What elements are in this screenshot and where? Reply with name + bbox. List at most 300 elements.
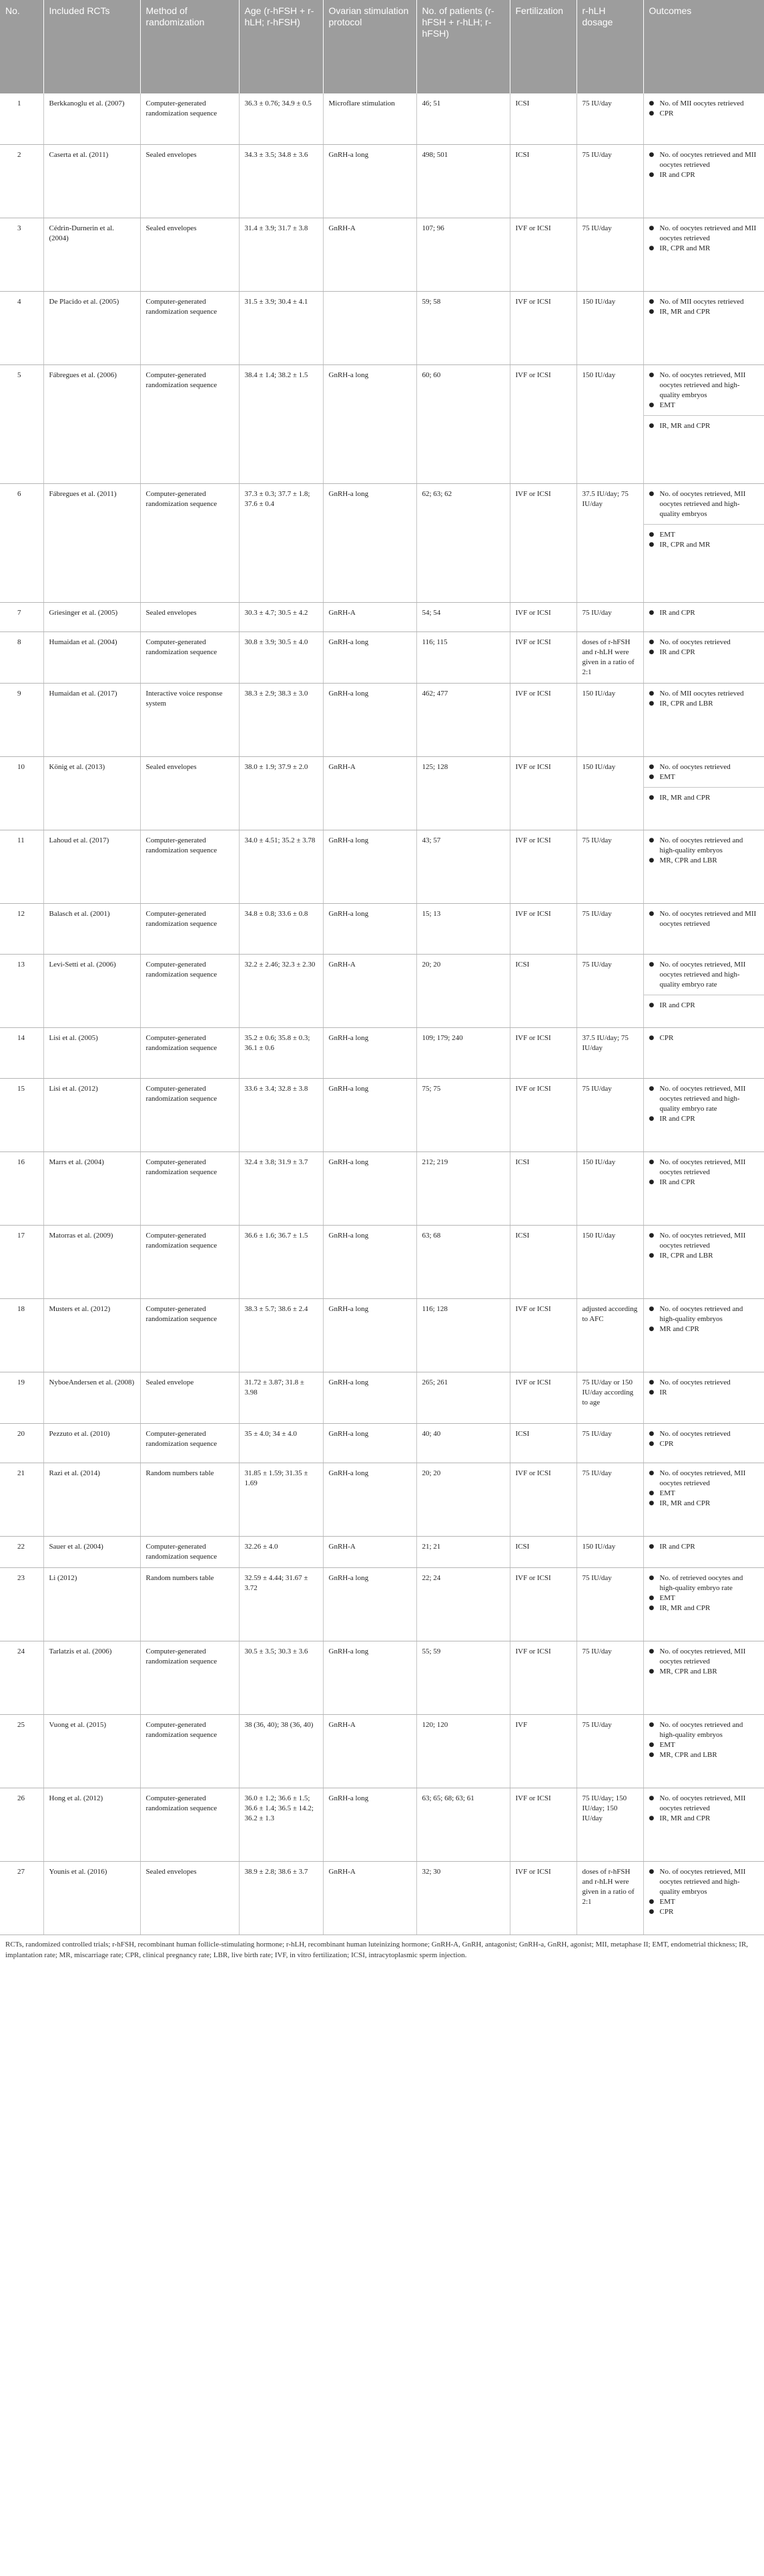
fertilization-method: IVF or ICSI bbox=[510, 364, 577, 483]
randomization-method: Computer-generated randomization sequence bbox=[140, 1536, 239, 1567]
bullet-icon: ● bbox=[649, 1388, 655, 1396]
study-number: 4 bbox=[0, 291, 43, 364]
outcome-item bbox=[649, 540, 759, 550]
outcome-item bbox=[649, 793, 759, 803]
fertilization-method: IVF or ICSI bbox=[510, 1078, 577, 1151]
stimulation-protocol: GnRH-a long bbox=[323, 631, 416, 683]
outcome-item bbox=[649, 1304, 759, 1324]
patient-counts: 462; 477 bbox=[416, 683, 510, 756]
study-name: Caserta et al. (2011) bbox=[43, 144, 140, 218]
outcome-item bbox=[649, 699, 759, 709]
randomization-method: Computer-generated randomization sequence bbox=[140, 1078, 239, 1151]
lh-dosage: 75 IU/day or 150 IU/day according to age bbox=[577, 1372, 643, 1423]
patient-counts: 59; 58 bbox=[416, 291, 510, 364]
bullet-icon: ● bbox=[649, 1305, 655, 1312]
outcome-item bbox=[649, 1429, 759, 1439]
outcome-block bbox=[644, 1641, 764, 1682]
study-name: Levi-Setti et al. (2006) bbox=[43, 954, 140, 1027]
randomization-method: Sealed envelope bbox=[140, 1372, 239, 1423]
patient-counts: 212; 219 bbox=[416, 1151, 510, 1225]
outcome-item bbox=[649, 1907, 759, 1917]
outcome-text: CPR bbox=[659, 1907, 674, 1916]
patient-counts: 107; 96 bbox=[416, 218, 510, 291]
lh-dosage: 37.5 IU/day; 75 IU/day bbox=[577, 483, 643, 602]
bullet-icon: ● bbox=[649, 151, 655, 158]
study-name: Griesinger et al. (2005) bbox=[43, 602, 140, 631]
outcome-block bbox=[644, 955, 764, 995]
stimulation-protocol: GnRH-a long bbox=[323, 1372, 416, 1423]
outcome-text: IR, MR and CPR bbox=[659, 1814, 711, 1822]
outcome-block bbox=[644, 93, 764, 123]
bullet-icon: ● bbox=[649, 763, 655, 770]
stimulation-protocol: GnRH-a long bbox=[323, 903, 416, 954]
patient-counts: 62; 63; 62 bbox=[416, 483, 510, 602]
outcome-text: CPR bbox=[659, 1033, 674, 1042]
study-number: 23 bbox=[0, 1567, 43, 1641]
randomization-method: Computer-generated randomization sequence bbox=[140, 631, 239, 683]
study-name: Li (2012) bbox=[43, 1567, 140, 1641]
outcomes-cell bbox=[643, 1225, 764, 1298]
outcome-item bbox=[649, 489, 759, 519]
randomization-method: Computer-generated randomization sequence bbox=[140, 483, 239, 602]
header-cell: r-hLH dosage bbox=[577, 0, 643, 93]
fertilization-method: IVF or ICSI bbox=[510, 1861, 577, 1935]
bullet-icon: ● bbox=[649, 244, 655, 252]
header-cell: No. of patients (r-hFSH + r-hLH; r-hFSH) bbox=[416, 0, 510, 93]
study-number: 16 bbox=[0, 1151, 43, 1225]
table-row bbox=[0, 1151, 764, 1225]
outcome-text: EMT bbox=[659, 1740, 675, 1749]
outcome-item bbox=[649, 1231, 759, 1251]
bullet-icon: ● bbox=[649, 638, 655, 646]
randomization-method: Interactive voice response system bbox=[140, 683, 239, 756]
bullet-icon: ● bbox=[649, 1814, 655, 1822]
outcome-text: IR, MR and CPR bbox=[659, 793, 711, 802]
outcome-text: No. of oocytes retrieved, MII oocytes retrieved and high-quality embryos bbox=[659, 1867, 746, 1896]
bullet-icon: ● bbox=[649, 1898, 655, 1905]
study-number: 12 bbox=[0, 903, 43, 954]
outcome-text: No. of oocytes retrieved, MII oocytes retrieved bbox=[659, 1469, 746, 1487]
study-name: Matorras et al. (2009) bbox=[43, 1225, 140, 1298]
outcome-item bbox=[649, 1667, 759, 1677]
bullet-icon: ● bbox=[649, 700, 655, 707]
lh-dosage: 75 IU/day bbox=[577, 602, 643, 631]
outcome-text: IR, MR and CPR bbox=[659, 421, 711, 430]
patient-counts: 46; 51 bbox=[416, 93, 510, 144]
patient-counts: 20; 20 bbox=[416, 1463, 510, 1536]
outcomes-cell bbox=[643, 1641, 764, 1714]
outcome-item bbox=[649, 530, 759, 540]
table-row bbox=[0, 364, 764, 483]
table-row bbox=[0, 1567, 764, 1641]
age-values: 35.2 ± 0.6; 35.8 ± 0.3; 36.1 ± 0.6 bbox=[239, 1027, 323, 1078]
outcome-block bbox=[644, 524, 764, 555]
outcomes-cell bbox=[643, 683, 764, 756]
stimulation-protocol: GnRH-a long bbox=[323, 683, 416, 756]
bullet-icon: ● bbox=[649, 1721, 655, 1728]
outcomes-cell bbox=[643, 830, 764, 903]
outcome-text: MR, CPR and LBR bbox=[659, 1667, 717, 1676]
outcome-item bbox=[649, 1603, 759, 1613]
outcome-item bbox=[649, 1033, 759, 1043]
lh-dosage: doses of r-hFSH and r-hLH were given in a ratio of 2:1 bbox=[577, 1861, 643, 1935]
outcome-item bbox=[649, 1573, 759, 1593]
outcome-item bbox=[649, 1489, 759, 1499]
outcome-item bbox=[649, 1469, 759, 1489]
fertilization-method: IVF or ICSI bbox=[510, 1567, 577, 1641]
table-row bbox=[0, 756, 764, 830]
study-number: 15 bbox=[0, 1078, 43, 1151]
lh-dosage: 150 IU/day bbox=[577, 683, 643, 756]
outcome-text: IR, MR and CPR bbox=[659, 1499, 711, 1507]
patient-counts: 60; 60 bbox=[416, 364, 510, 483]
outcome-text: MR, CPR and LBR bbox=[659, 1750, 717, 1759]
patient-counts: 125; 128 bbox=[416, 756, 510, 830]
outcome-text: No. of oocytes retrieved bbox=[659, 1429, 731, 1438]
stimulation-protocol: GnRH-a long bbox=[323, 144, 416, 218]
outcome-block bbox=[644, 415, 764, 436]
outcome-text: IR, CPR and LBR bbox=[659, 699, 713, 708]
age-values: 30.3 ± 4.7; 30.5 ± 4.2 bbox=[239, 602, 323, 631]
outcome-block bbox=[644, 145, 764, 185]
stimulation-protocol: GnRH-a long bbox=[323, 1298, 416, 1372]
outcome-text: EMT bbox=[659, 1593, 675, 1602]
outcome-block bbox=[644, 1152, 764, 1192]
lh-dosage: 150 IU/day bbox=[577, 1225, 643, 1298]
lh-dosage: 37.5 IU/day; 75 IU/day bbox=[577, 1027, 643, 1078]
fertilization-method: ICSI bbox=[510, 144, 577, 218]
study-number: 26 bbox=[0, 1788, 43, 1861]
bullet-icon: ● bbox=[649, 1574, 655, 1581]
stimulation-protocol: GnRH-a long bbox=[323, 1463, 416, 1536]
outcome-text: No. of oocytes retrieved, MII oocytes retrieved bbox=[659, 1231, 746, 1250]
outcomes-cell bbox=[643, 954, 764, 1027]
stimulation-protocol: GnRH-a long bbox=[323, 1151, 416, 1225]
bullet-icon: ● bbox=[649, 1489, 655, 1497]
randomization-method: Sealed envelopes bbox=[140, 218, 239, 291]
outcome-text: IR and CPR bbox=[659, 648, 695, 656]
stimulation-protocol bbox=[323, 291, 416, 364]
outcome-item bbox=[649, 772, 759, 782]
table-row bbox=[0, 291, 764, 364]
lh-dosage: 150 IU/day bbox=[577, 756, 643, 830]
bullet-icon: ● bbox=[649, 1543, 655, 1550]
outcome-block bbox=[644, 1568, 764, 1618]
age-values: 31.85 ± 1.59; 31.35 ± 1.69 bbox=[239, 1463, 323, 1536]
bullet-icon: ● bbox=[649, 308, 655, 315]
table-row bbox=[0, 483, 764, 602]
age-values: 34.8 ± 0.8; 33.6 ± 0.8 bbox=[239, 903, 323, 954]
age-values: 34.3 ± 3.5; 34.8 ± 3.6 bbox=[239, 144, 323, 218]
randomization-method: Sealed envelopes bbox=[140, 756, 239, 830]
study-name: Fábregues et al. (2006) bbox=[43, 364, 140, 483]
patient-counts: 63; 68 bbox=[416, 1225, 510, 1298]
table-row bbox=[0, 1714, 764, 1788]
bullet-icon: ● bbox=[649, 224, 655, 232]
bullet-icon: ● bbox=[649, 1115, 655, 1122]
study-number: 6 bbox=[0, 483, 43, 602]
study-name: De Placido et al. (2005) bbox=[43, 291, 140, 364]
bullet-icon: ● bbox=[649, 541, 655, 548]
study-number: 19 bbox=[0, 1372, 43, 1423]
patient-counts: 116; 128 bbox=[416, 1298, 510, 1372]
study-name: Sauer et al. (2004) bbox=[43, 1536, 140, 1567]
outcomes-cell bbox=[643, 218, 764, 291]
lh-dosage: 75 IU/day bbox=[577, 1423, 643, 1463]
lh-dosage: 150 IU/day bbox=[577, 291, 643, 364]
lh-dosage: 75 IU/day bbox=[577, 903, 643, 954]
stimulation-protocol: GnRH-a long bbox=[323, 1641, 416, 1714]
randomization-method: Sealed envelopes bbox=[140, 1861, 239, 1935]
outcome-text: No. of oocytes retrieved, MII oocytes retrieved bbox=[659, 1794, 746, 1812]
outcome-block bbox=[644, 787, 764, 808]
outcome-text: MR, CPR and LBR bbox=[659, 856, 717, 864]
study-number: 22 bbox=[0, 1536, 43, 1567]
outcome-block bbox=[644, 1537, 764, 1557]
header-cell: Outcomes bbox=[643, 0, 764, 93]
table-row bbox=[0, 1225, 764, 1298]
study-number: 18 bbox=[0, 1298, 43, 1372]
outcomes-cell bbox=[643, 1151, 764, 1225]
outcome-item bbox=[649, 150, 759, 170]
outcomes-cell bbox=[643, 1298, 764, 1372]
table-row bbox=[0, 1078, 764, 1151]
outcome-item bbox=[649, 689, 759, 699]
fertilization-method: IVF or ICSI bbox=[510, 1641, 577, 1714]
stimulation-protocol: GnRH-a long bbox=[323, 483, 416, 602]
stimulation-protocol: GnRH-a long bbox=[323, 830, 416, 903]
randomization-method: Computer-generated randomization sequence bbox=[140, 1298, 239, 1372]
outcome-text: No. of oocytes retrieved and MII oocytes retrieved bbox=[659, 909, 757, 928]
outcome-item bbox=[649, 421, 759, 431]
outcome-text: No. of oocytes retrieved and MII oocytes retrieved bbox=[659, 150, 757, 169]
outcome-text: CPR bbox=[659, 109, 674, 117]
header-cell: Included RCTs bbox=[43, 0, 140, 93]
stimulation-protocol: GnRH-a long bbox=[323, 1567, 416, 1641]
table-footnote: RCTs, randomized controlled trials; r-hFSH, recombinant human follicle-stimulating hormone; r-hLH, recombinant human luteinizing hormone; GnRH-A, GnRH, antagonist; GnRH-a, GnRH, agonist; MII, metaphase II; EMT, endometrial thickness; IR, implantation rate; MR, miscarriage rate; CPR, clinical pregnancy rate; LBR, live birth rate; IVF, in vitro fertilization; ICSI, intracytoplasmic sperm injection. bbox=[5, 1940, 749, 1959]
outcomes-cell bbox=[643, 144, 764, 218]
study-number: 21 bbox=[0, 1463, 43, 1536]
stimulation-protocol: GnRH-a long bbox=[323, 1423, 416, 1463]
stimulation-protocol: GnRH-A bbox=[323, 1861, 416, 1935]
bullet-icon: ● bbox=[649, 1594, 655, 1601]
header-cell: Ovarian stimulation protocol bbox=[323, 0, 416, 93]
study-number: 1 bbox=[0, 93, 43, 144]
bullet-icon: ● bbox=[649, 1908, 655, 1915]
study-name: Balasch et al. (2001) bbox=[43, 903, 140, 954]
table-row bbox=[0, 830, 764, 903]
patient-counts: 120; 120 bbox=[416, 1714, 510, 1788]
bullet-icon: ● bbox=[649, 1741, 655, 1748]
fertilization-method: IVF or ICSI bbox=[510, 631, 577, 683]
outcome-item bbox=[649, 1542, 759, 1552]
bullet-icon: ● bbox=[649, 171, 655, 178]
outcome-text: No. of oocytes retrieved, MII oocytes retrieved and high-quality embryos bbox=[659, 489, 746, 518]
outcome-block bbox=[644, 1226, 764, 1266]
outcomes-cell bbox=[643, 631, 764, 683]
bullet-icon: ● bbox=[649, 1794, 655, 1802]
outcomes-cell bbox=[643, 903, 764, 954]
outcome-item bbox=[649, 1178, 759, 1188]
randomization-method: Computer-generated randomization sequence bbox=[140, 93, 239, 144]
age-values: 33.6 ± 3.4; 32.8 ± 3.8 bbox=[239, 1078, 323, 1151]
study-name: Pezzuto et al. (2010) bbox=[43, 1423, 140, 1463]
fertilization-method: ICSI bbox=[510, 1151, 577, 1225]
fertilization-method: IVF or ICSI bbox=[510, 218, 577, 291]
stimulation-protocol: GnRH-a long bbox=[323, 1078, 416, 1151]
lh-dosage: 75 IU/day bbox=[577, 954, 643, 1027]
lh-dosage: 75 IU/day bbox=[577, 830, 643, 903]
stimulation-protocol: GnRH-A bbox=[323, 756, 416, 830]
table-row bbox=[0, 1423, 764, 1463]
randomization-method: Computer-generated randomization sequence bbox=[140, 1641, 239, 1714]
outcome-item bbox=[649, 836, 759, 856]
outcome-item bbox=[649, 1720, 759, 1740]
outcome-item bbox=[649, 909, 759, 929]
outcome-item bbox=[649, 960, 759, 990]
study-number: 10 bbox=[0, 756, 43, 830]
study-number: 13 bbox=[0, 954, 43, 1027]
outcome-block bbox=[644, 1862, 764, 1922]
study-number: 17 bbox=[0, 1225, 43, 1298]
lh-dosage: 75 IU/day bbox=[577, 218, 643, 291]
table-row bbox=[0, 1298, 764, 1372]
study-name: Fábregues et al. (2011) bbox=[43, 483, 140, 602]
outcome-block bbox=[644, 603, 764, 623]
table-row bbox=[0, 93, 764, 144]
study-name: Younis et al. (2016) bbox=[43, 1861, 140, 1935]
outcome-block bbox=[644, 1463, 764, 1513]
patient-counts: 116; 115 bbox=[416, 631, 510, 683]
outcome-item bbox=[649, 170, 759, 180]
outcomes-cell bbox=[643, 756, 764, 830]
outcomes-cell bbox=[643, 1714, 764, 1788]
outcome-block bbox=[644, 1424, 764, 1454]
outcome-item bbox=[649, 1740, 759, 1750]
outcome-text: No. of oocytes retrieved and high-quality embryos bbox=[659, 836, 743, 854]
patient-counts: 109; 179; 240 bbox=[416, 1027, 510, 1078]
study-number: 14 bbox=[0, 1027, 43, 1078]
fertilization-method: IVF or ICSI bbox=[510, 683, 577, 756]
patient-counts: 63; 65; 68; 63; 61 bbox=[416, 1788, 510, 1861]
bullet-icon: ● bbox=[649, 1034, 655, 1041]
outcome-item bbox=[649, 307, 759, 317]
outcome-text: No. of oocytes retrieved bbox=[659, 762, 731, 771]
lh-dosage: adjusted according to AFC bbox=[577, 1298, 643, 1372]
study-name: Tarlatzis et al. (2006) bbox=[43, 1641, 140, 1714]
outcome-item bbox=[649, 1647, 759, 1667]
bullet-icon: ● bbox=[649, 110, 655, 117]
outcomes-cell bbox=[643, 1861, 764, 1935]
table-row bbox=[0, 1861, 764, 1935]
study-name: Berkkanoglu et al. (2007) bbox=[43, 93, 140, 144]
randomization-method: Sealed envelopes bbox=[140, 602, 239, 631]
stimulation-protocol: GnRH-a long bbox=[323, 1027, 416, 1078]
randomization-method: Computer-generated randomization sequence bbox=[140, 364, 239, 483]
outcome-block bbox=[644, 484, 764, 524]
stimulation-protocol: GnRH-A bbox=[323, 1536, 416, 1567]
study-name: Cédrin-Durnerin et al. (2004) bbox=[43, 218, 140, 291]
fertilization-method: ICSI bbox=[510, 954, 577, 1027]
outcome-block bbox=[644, 1028, 764, 1048]
outcome-block bbox=[644, 218, 764, 258]
bullet-icon: ● bbox=[649, 961, 655, 968]
outcome-text: EMT bbox=[659, 772, 675, 781]
study-name: Humaidan et al. (2017) bbox=[43, 683, 140, 756]
table-row bbox=[0, 903, 764, 954]
header-cell: Age (r-hFSH + r-hLH; r-hFSH) bbox=[239, 0, 323, 93]
fertilization-method: IVF or ICSI bbox=[510, 756, 577, 830]
stimulation-protocol: GnRH-a long bbox=[323, 1225, 416, 1298]
patient-counts: 75; 75 bbox=[416, 1078, 510, 1151]
age-values: 37.3 ± 0.3; 37.7 ± 1.8; 37.6 ± 0.4 bbox=[239, 483, 323, 602]
bullet-icon: ● bbox=[649, 910, 655, 917]
outcome-text: No. of MII oocytes retrieved bbox=[659, 99, 744, 107]
study-number: 5 bbox=[0, 364, 43, 483]
bullet-icon: ● bbox=[649, 794, 655, 801]
bullet-icon: ● bbox=[649, 1751, 655, 1758]
fertilization-method: IVF or ICSI bbox=[510, 291, 577, 364]
stimulation-protocol: GnRH-A bbox=[323, 1714, 416, 1788]
bullet-icon: ● bbox=[649, 1252, 655, 1259]
outcome-text: No. of oocytes retrieved bbox=[659, 637, 731, 646]
lh-dosage: 150 IU/day bbox=[577, 364, 643, 483]
lh-dosage: doses of r-hFSH and r-hLH were given in a ratio of 2:1 bbox=[577, 631, 643, 683]
outcome-item bbox=[649, 1084, 759, 1114]
bullet-icon: ● bbox=[649, 1378, 655, 1386]
patient-counts: 498; 501 bbox=[416, 144, 510, 218]
outcome-item bbox=[649, 109, 759, 119]
header-cell: No. bbox=[0, 0, 43, 93]
outcome-text: IR and CPR bbox=[659, 1178, 695, 1186]
outcome-text: No. of oocytes retrieved, MII oocytes retrieved bbox=[659, 1647, 746, 1665]
outcome-item bbox=[649, 1378, 759, 1388]
bullet-icon: ● bbox=[649, 1325, 655, 1332]
fertilization-method: IVF bbox=[510, 1714, 577, 1788]
outcome-item bbox=[649, 1439, 759, 1449]
outcome-text: IR, CPR and MR bbox=[659, 540, 711, 549]
bullet-icon: ● bbox=[649, 401, 655, 409]
outcome-item bbox=[649, 297, 759, 307]
lh-dosage: 75 IU/day; 150 IU/day; 150 IU/day bbox=[577, 1788, 643, 1861]
bullet-icon: ● bbox=[649, 1647, 655, 1655]
table-row bbox=[0, 1641, 764, 1714]
patient-counts: 54; 54 bbox=[416, 602, 510, 631]
outcome-item bbox=[649, 224, 759, 244]
randomization-method: Computer-generated randomization sequence bbox=[140, 1714, 239, 1788]
study-number: 7 bbox=[0, 602, 43, 631]
randomization-method: Sealed envelopes bbox=[140, 144, 239, 218]
outcome-item bbox=[649, 1157, 759, 1178]
outcomes-cell bbox=[643, 1788, 764, 1861]
age-values: 36.0 ± 1.2; 36.6 ± 1.5; 36.6 ± 1.4; 36.5 ± 14.2; 36.2 ± 1.3 bbox=[239, 1788, 323, 1861]
outcome-text: No. of oocytes retrieved, MII oocytes retrieved and high-quality embryo rate bbox=[659, 960, 746, 989]
study-number: 27 bbox=[0, 1861, 43, 1935]
study-name: Lisi et al. (2005) bbox=[43, 1027, 140, 1078]
outcome-item bbox=[649, 1750, 759, 1760]
outcome-text: No. of oocytes retrieved and high-quality embryos bbox=[659, 1720, 743, 1739]
outcome-text: No. of MII oocytes retrieved bbox=[659, 297, 744, 306]
outcome-text: EMT bbox=[659, 401, 675, 409]
age-values: 30.5 ± 3.5; 30.3 ± 3.6 bbox=[239, 1641, 323, 1714]
age-values: 38.4 ± 1.4; 38.2 ± 1.5 bbox=[239, 364, 323, 483]
fertilization-method: IVF or ICSI bbox=[510, 1027, 577, 1078]
outcome-item bbox=[649, 401, 759, 411]
fertilization-method: IVF or ICSI bbox=[510, 1463, 577, 1536]
fertilization-method: IVF or ICSI bbox=[510, 830, 577, 903]
outcome-text: No. of oocytes retrieved bbox=[659, 1378, 731, 1386]
age-values: 30.8 ± 3.9; 30.5 ± 4.0 bbox=[239, 631, 323, 683]
